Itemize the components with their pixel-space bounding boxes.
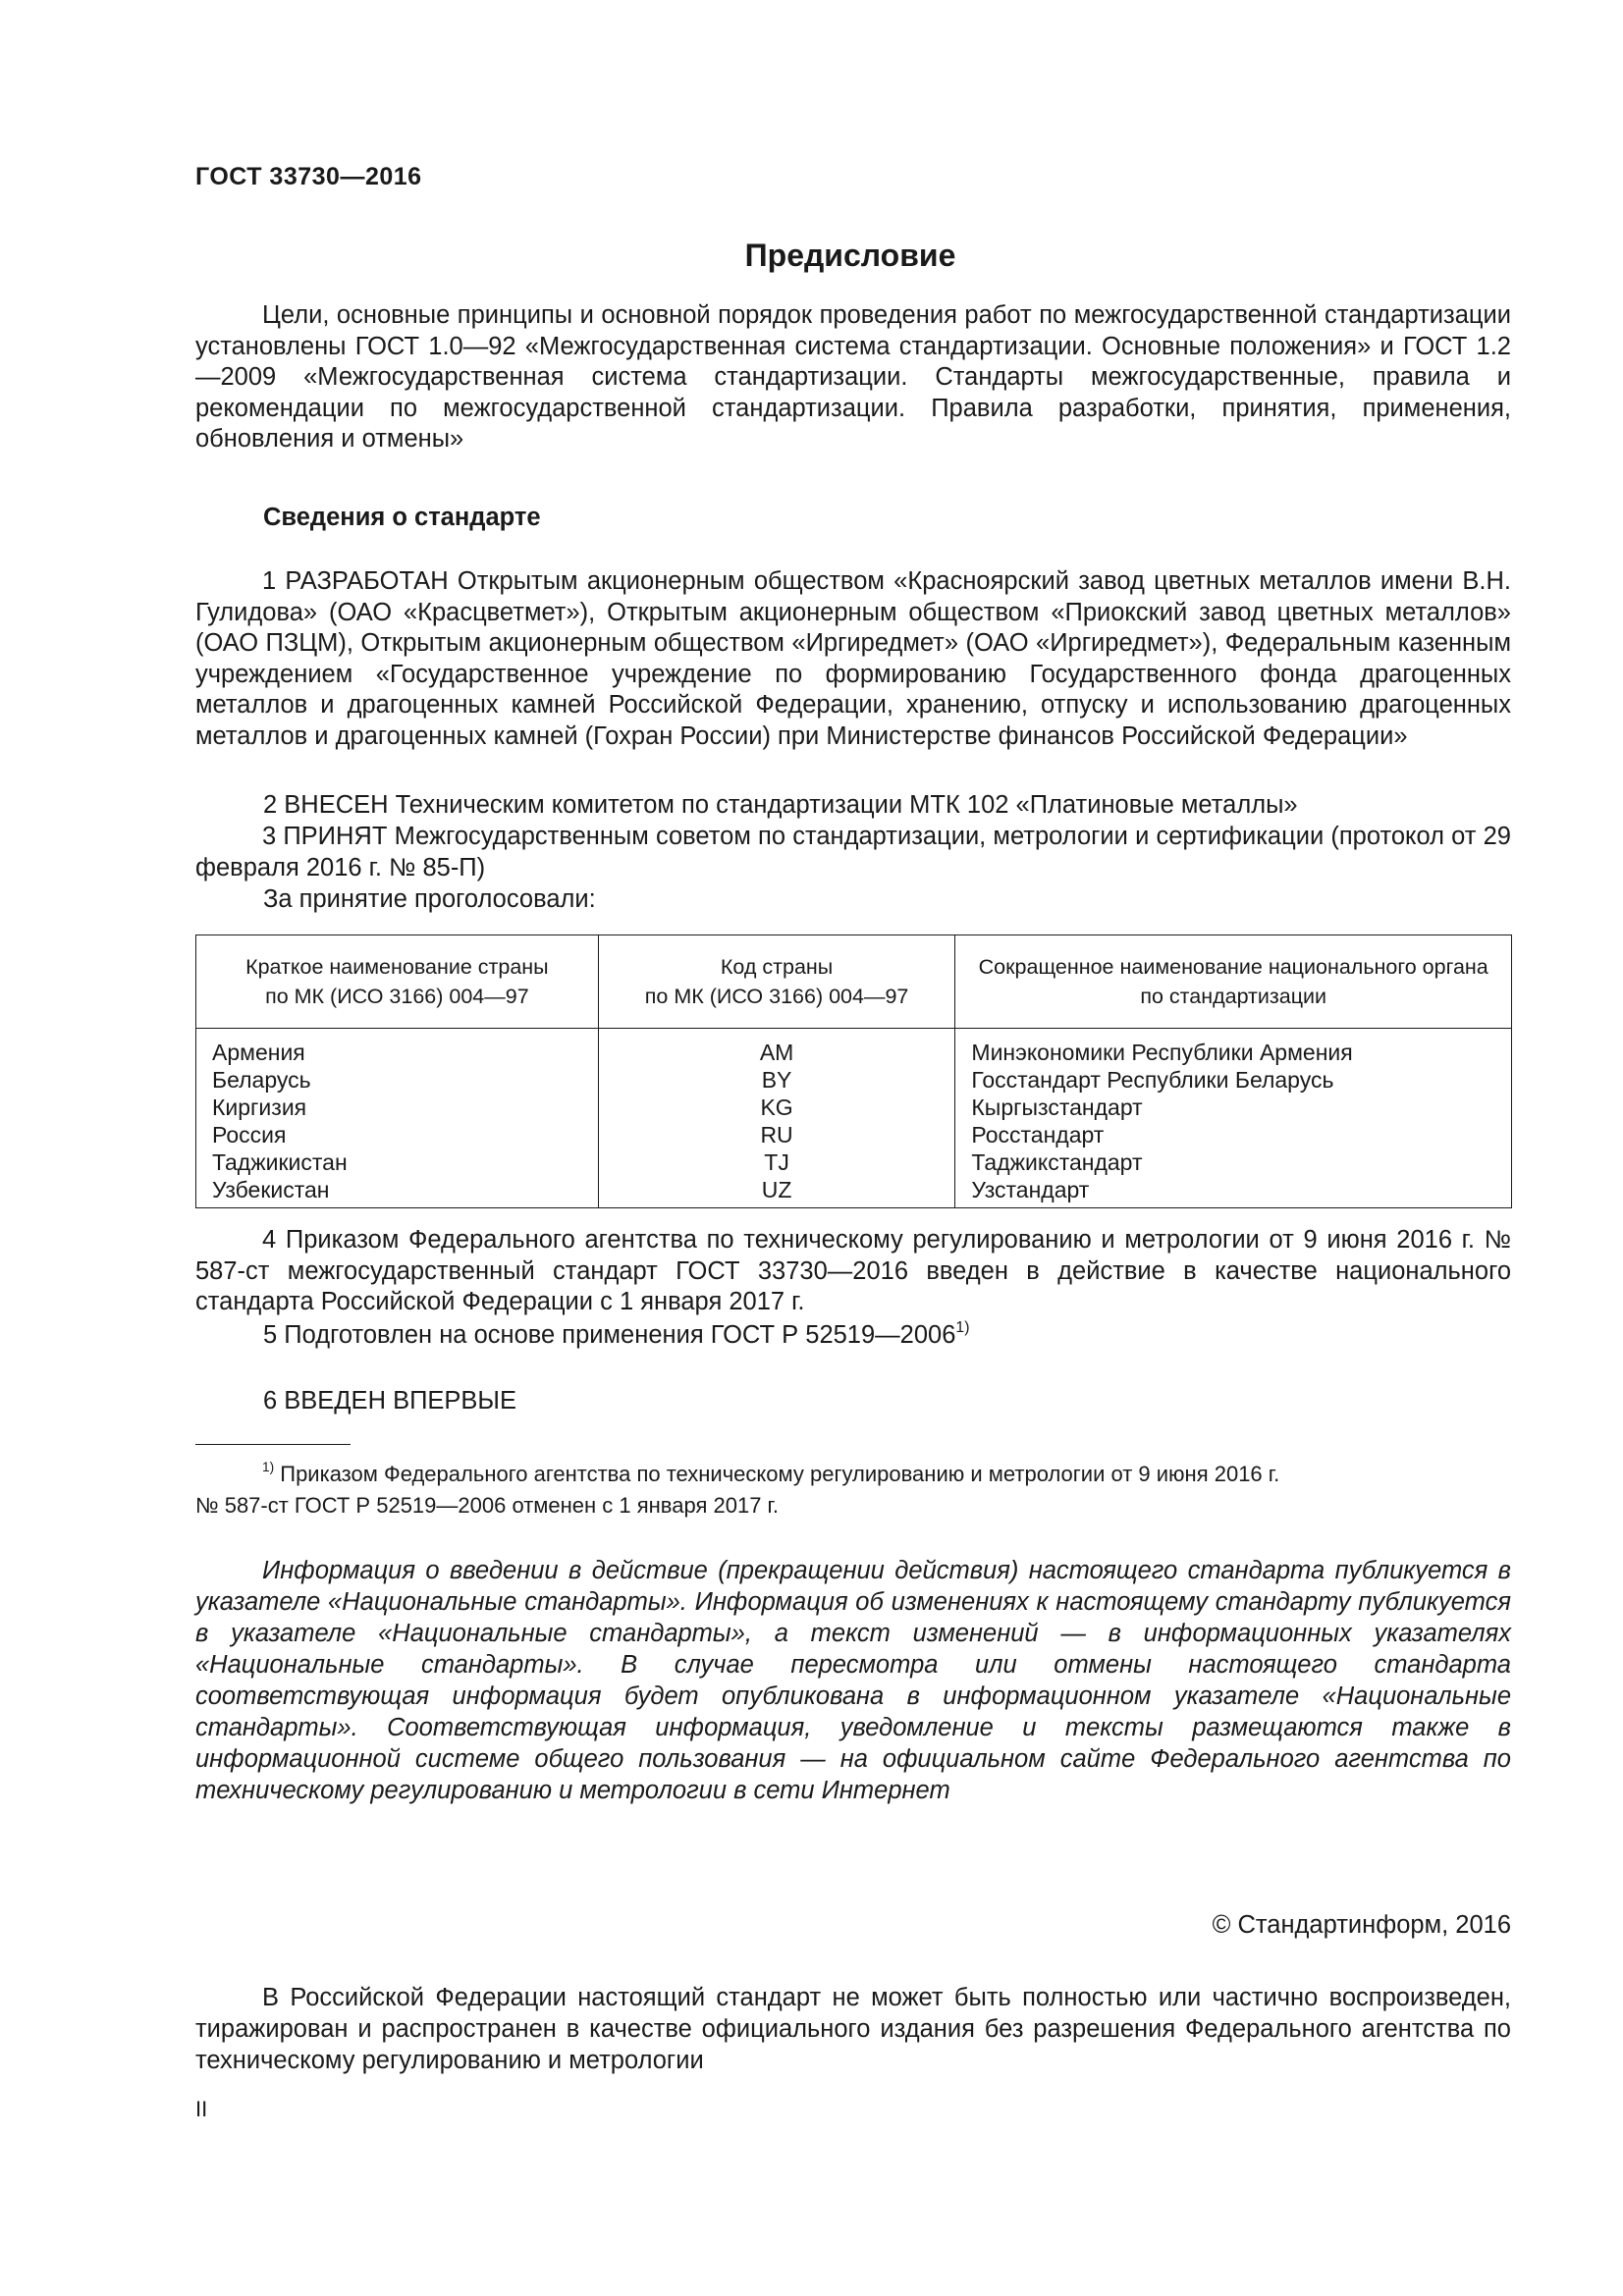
item-4-order: 4 Приказом Федерального агентства по техническому регулированию и метрологии от 9 июня 2016 г. № 587-ст межгосударственный стандарт ГОСТ 33730—2016 введен в действие в качестве национального стандарта Российской Федерации с 1 января 2017 г.	[195, 1226, 1511, 1315]
cell-body: Таджикстандарт	[955, 1148, 1512, 1176]
cell-code: AM	[598, 1029, 955, 1067]
cell-country: Беларусь	[196, 1066, 599, 1094]
cell-body: Госстандарт Республики Беларусь	[955, 1066, 1512, 1094]
table-row	[196, 1066, 1512, 1094]
column-header-body: Сокращенное наименование национального органа по стандартизации	[955, 935, 1512, 1029]
footnote-divider	[195, 1444, 351, 1445]
cell-country: Киргизия	[196, 1094, 599, 1121]
table-row	[196, 1029, 1512, 1067]
item-3-adopted: 3 ПРИНЯТ Межгосударственным советом по стандартизации, метрологии и сертификации (протокол от 29 февраля 2016 г. № 85-П)	[195, 823, 1511, 881]
cell-body: Росстандарт	[955, 1121, 1512, 1148]
footnote: $^{1)}$ Приказом Федерального агентства по техническому регулированию и метрологии от 9 июня 2016 г. № 587-ст ГОСТ Р 52519—2006 отменен с 1 января 2017 г.	[195, 1460, 1280, 1518]
table-row	[196, 1148, 1512, 1176]
item-2-submitted: 2 ВНЕСЕН Техническим комитетом по стандартизации МТК 102 «Платиновые металлы»	[263, 791, 1298, 819]
cell-code: UZ	[598, 1176, 955, 1208]
cell-code: BY	[598, 1066, 955, 1094]
cell-body: Кыргызстандарт	[955, 1094, 1512, 1121]
rights-notice: В Российской Федерации настоящий стандарт не может быть полностью или частично воспроизведен, тиражирован и распространен в качестве официального издания без разрешения Федерального агентства по техническому регулированию и метрологии	[195, 1984, 1511, 2074]
table-row	[196, 1121, 1512, 1148]
cell-country: Узбекистан	[196, 1176, 599, 1208]
table-row	[196, 1176, 1512, 1208]
cell-code: KG	[598, 1094, 955, 1121]
intro-paragraph: Цели, основные принципы и основной порядок проведения работ по межгосударственной стандартизации установлены ГОСТ 1.0—92 «Межгосударственная система стандартизации. Основные положения» и ГОСТ 1.2—2009 «Межгосударственная система стандартизации. Стандарты межгосударственные, правила и рекомендации по межгосударственной стандартизации. Правила разработки, принятия, применения, обновления и отмены»	[195, 301, 1511, 453]
item-6-first-introduced: 6 ВВЕДЕН ВПЕРВЫЕ	[263, 1387, 517, 1415]
cell-body: Минэкономики Республики Армения	[955, 1029, 1512, 1067]
voting-table	[195, 934, 1512, 1208]
column-header-country: Краткое наименование страны по МК (ИСО 3166) 004—97	[196, 935, 599, 1029]
info-notice: Информация о введении в действие (прекращении действия) настоящего стандарта публикуется в указателе «Национальные стандарты». Информация об изменениях к настоящему стандарту публикуется в указателе «Национальные стандарты», а текст изменений — в информационных указателях «Национальные стандарты». В случае пересмотра или отмены настоящего стандарта соответствующая информация будет опубликована в информационном указателе «Национальные стандарты». Соответствующая информация, уведомление и тексты размещаются также в информационной системе общего пользования — на официальном сайте Федерального агентства по техническому регулированию и метрологии в сети Интернет	[195, 1557, 1511, 1804]
table-row	[196, 1094, 1512, 1121]
cell-body: Узстандарт	[955, 1176, 1512, 1208]
table-header-row	[196, 935, 1512, 1029]
cell-country: Таджикистан	[196, 1148, 599, 1176]
document-id: ГОСТ 33730—2016	[195, 163, 422, 190]
copyright: © Стандартинформ, 2016	[1212, 1911, 1511, 1939]
item-1-developed: 1 РАЗРАБОТАН Открытым акционерным обществом «Красноярский завод цветных металлов имени В.Н. Гулидова» (ОАО «Красцветмет»), Открытым акционерным обществом «Приокский завод цветных металлов» (ОАО ПЗЦМ), Открытым акционерным обществом «Иргиредмет» (ОАО «Иргиредмет»), Федеральным казенным учреждением «Государственное учреждение по формированию Государственного фонда драгоценных металлов и драгоценных камней Российской Федерации, хранению, отпуску и использованию драгоценных металлов и драгоценных камней (Гохран России) при Министерстве финансов Российской Федерации»	[195, 567, 1511, 750]
voted-label: За принятие проголосовали:	[263, 885, 596, 913]
item-5-basis: 5 Подготовлен на основе применения ГОСТ Р 52519—2006$^{1)}$	[263, 1318, 970, 1349]
page-number: II	[195, 2097, 208, 2121]
cell-code: TJ	[598, 1148, 955, 1176]
column-header-code: Код страны по МК (ИСО 3166) 004—97	[598, 935, 955, 1029]
footnote-mark: 1)	[262, 1460, 275, 1475]
cell-country: Россия	[196, 1121, 599, 1148]
cell-country: Армения	[196, 1029, 599, 1067]
section-heading: Сведения о стандарте	[263, 504, 541, 531]
cell-code: RU	[598, 1121, 955, 1148]
page-title: Предисловие	[744, 238, 956, 273]
footnote-reference[interactable]: 1)	[955, 1318, 970, 1336]
